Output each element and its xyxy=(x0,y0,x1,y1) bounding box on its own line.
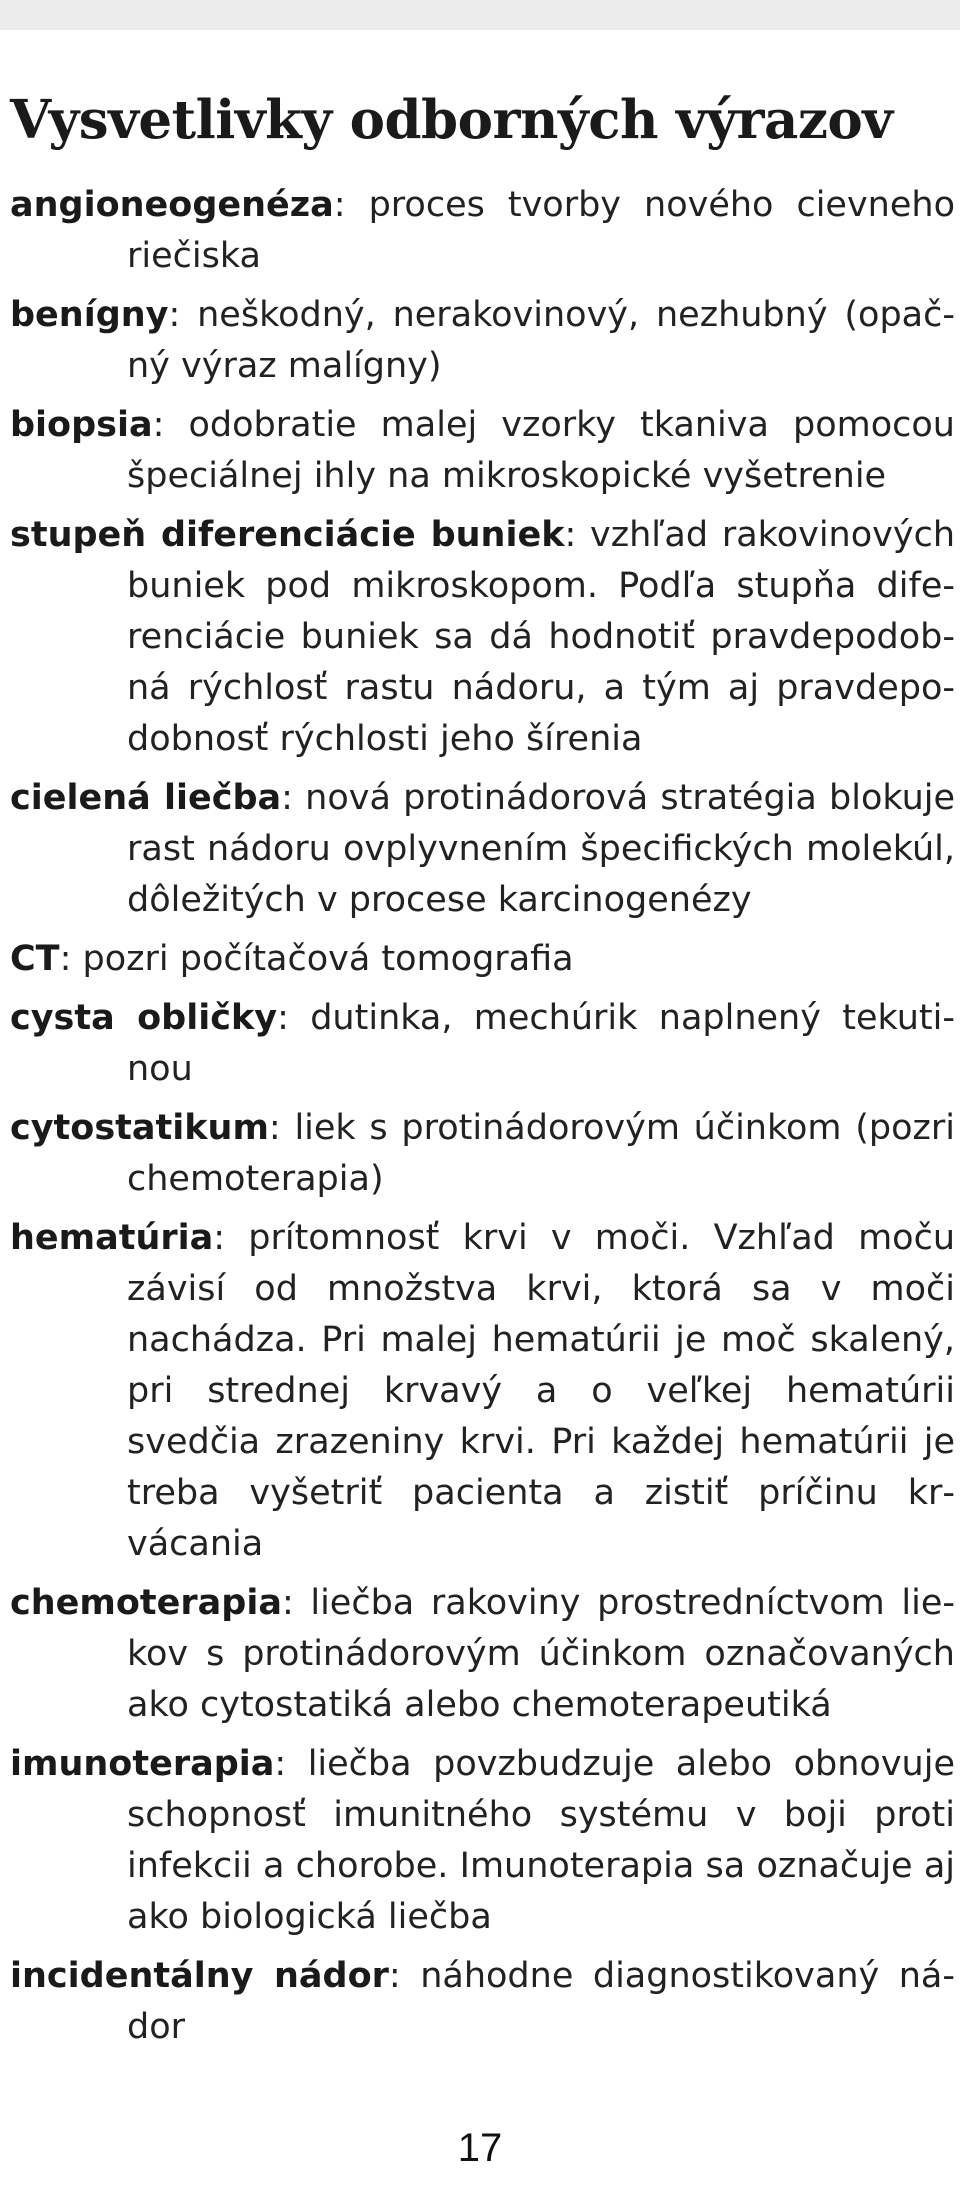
glossary-definition: pozri počítačová tomografia xyxy=(82,939,574,979)
glossary-definition: liečba povzbudzuje alebo obnovuje schopnosť imunitného systému v boji proti infekcii a chorobe. Imunoterapia sa označuje aj ako biologická liečba xyxy=(127,1744,955,1937)
glossary-definition: proces tvorby nového cievneho riečiska xyxy=(127,185,955,276)
glossary-entry: cytostatikum: liek s protinádorovým účinkom (pozri chemoterapia) xyxy=(10,1108,955,1199)
glossary-definition: nová protinádorová stratégia blokuje rast nádoru ovplyvnením špecifických molekúl, dôležitých v procese karcinogenézy xyxy=(127,778,956,920)
glossary-entry: stupeň diferenciácie buniek: vzhľad rakovinových buniek pod mikroskopom. Podľa stupňa diferenciácie buniek sa dá hodnotiť pravdepodobná rýchlosť rastu nádoru, a tým aj pravdepodobnosť rýchlosti jeho šírenia xyxy=(10,515,955,759)
glossary-definition: liečba rakoviny prostredníctvom liekov s protinádorovým účinkom označovaných ako cytostatiká alebo chemoterapeutiká xyxy=(127,1583,956,1725)
glossary-term: hematúria xyxy=(10,1218,214,1258)
glossary-definition: liek s protinádorovým účinkom (pozri chemoterapia) xyxy=(127,1108,955,1199)
glossary-list xyxy=(10,180,955,2061)
glossary-definition: prítomnosť krvi v moči. Vzhľad moču závisí od množstva krvi, ktorá sa v moči nachádza. Pri malej hematúrii je moč skalený, pri strednej krvavý a o veľkej hematúrii svedčia zrazeniny krvi. Pri každej hematúrii je treba vyšetriť pacienta a zistiť príčinu krvácania xyxy=(127,1218,956,1564)
page-heading: Vysvetlivky odborných výrazov xyxy=(10,89,893,151)
glossary-definition: dutinka, mechúrik naplnený tekutinou xyxy=(127,998,955,1089)
glossary-term: incidentálny nádor xyxy=(10,1956,389,1996)
glossary-entry: benígny: neškodný, nerakovinový, nezhubný (opačný výraz malígny) xyxy=(10,295,955,386)
glossary-entry: cielená liečba: nová protinádorová stratégia blokuje rast nádoru ovplyvnením špecifických molekúl, dôležitých v procese karcinogenézy xyxy=(10,778,956,920)
glossary-definition: vzhľad rakovinových buniek pod mikroskopom. Podľa stupňa diferenciácie buniek sa dá hodnotiť pravdepodobná rýchlosť rastu nádoru, a tým aj pravdepodobnosť rýchlosti jeho šírenia xyxy=(127,515,955,759)
glossary-entry: CT: pozri počítačová tomografia xyxy=(10,939,574,979)
top-band xyxy=(0,0,960,30)
glossary-term: stupeň diferenciácie buniek xyxy=(10,515,565,555)
glossary-term: CT xyxy=(10,939,60,979)
glossary-term: chemoterapia xyxy=(10,1583,282,1623)
glossary-term: cielená liečba xyxy=(10,778,282,818)
glossary-term: angioneogenéza xyxy=(10,185,334,225)
glossary-definition: odobratie malej vzorky tkaniva pomocou špeciálnej ihly na mikroskopické vyšetrenie xyxy=(127,405,955,496)
glossary-entry: incidentálny nádor: náhodne diagnostikovaný nádor xyxy=(10,1956,956,2047)
glossary-definition: neškodný, nerakovinový, nezhubný (opačný výraz malígny) xyxy=(127,295,955,386)
glossary-term: cysta obličky xyxy=(10,998,278,1038)
glossary-entry: biopsia: odobratie malej vzorky tkaniva pomocou špeciálnej ihly na mikroskopické vyšetrenie xyxy=(10,405,955,496)
page-number: 17 xyxy=(457,2126,503,2170)
glossary-entry: angioneogenéza: proces tvorby nového cievneho riečiska xyxy=(10,185,955,276)
glossary-entry: hematúria: prítomnosť krvi v moči. Vzhľad moču závisí od množstva krvi, ktorá sa v moči nachádza. Pri malej hematúrii je moč skalený, pri strednej krvavý a o veľkej hematúrii svedčia zrazeniny krvi. Pri každej hematúrii je treba vyšetriť pacienta a zistiť príčinu krvácania xyxy=(10,1218,956,1564)
glossary-term: cytostatikum xyxy=(10,1108,269,1148)
glossary-entry: imunoterapia: liečba povzbudzuje alebo obnovuje schopnosť imunitného systému v boji proti infekcii a chorobe. Imunoterapia sa označuje aj ako biologická liečba xyxy=(10,1744,955,1937)
glossary-entry: cysta obličky: dutinka, mechúrik naplnený tekutinou xyxy=(10,998,955,1089)
glossary-definition: náhodne diagnostikovaný nádor xyxy=(127,1956,956,2047)
glossary-term: benígny xyxy=(10,295,169,335)
glossary-entry: chemoterapia: liečba rakoviny prostredníctvom liekov s protinádorovým účinkom označovaných ako cytostatiká alebo chemoterapeutiká xyxy=(10,1583,956,1725)
glossary-term: imunoterapia xyxy=(10,1744,275,1784)
glossary-term: biopsia xyxy=(10,405,153,445)
